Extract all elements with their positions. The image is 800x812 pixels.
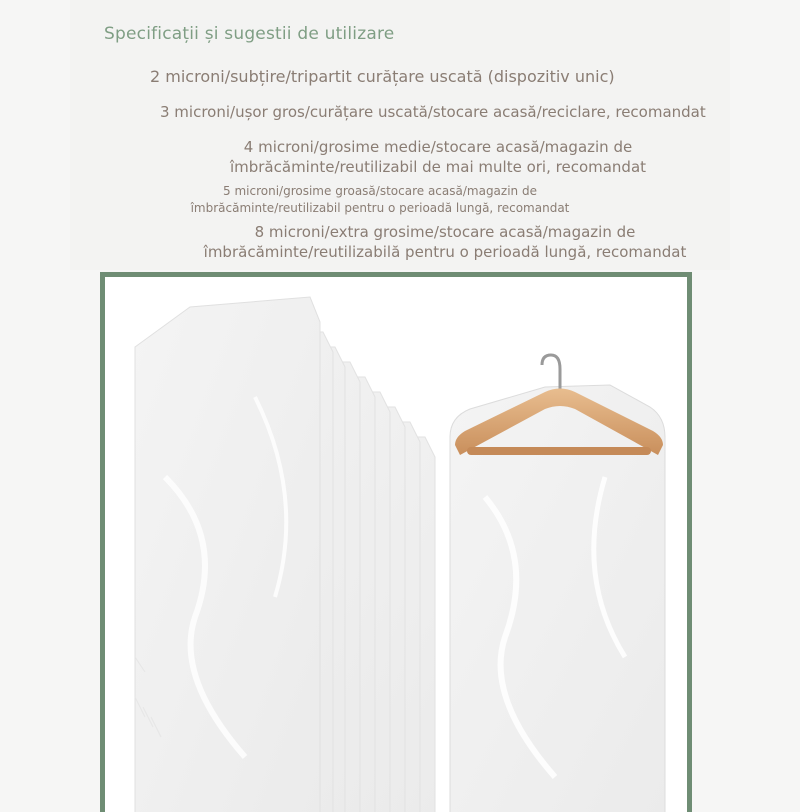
spec-8-micron: 8 microni/extra grosime/stocare acasă/magazin de îmbrăcăminte/reutilizabilă pentru o perioadă lungă, recomandat [203, 223, 687, 261]
spec-4-micron: 4 microni/grosime medie/stocare acasă/magazin de îmbrăcăminte/reutilizabil de mai multe ori, recomandat [229, 138, 647, 176]
garment-bags-illustration [105, 277, 692, 812]
product-photo-frame [100, 272, 692, 812]
stacked-bags [135, 297, 435, 812]
section-title: Specificații și sugestii de utilizare [104, 24, 395, 44]
spec-5-micron: 5 microni/grosime groasă/stocare acasă/magazin de îmbrăcăminte/reutilizabil pentru o perioadă lungă, recomandat [190, 184, 570, 215]
spec-2-micron: 2 microni/subțire/tripartit curățare uscată (dispozitiv unic) [150, 67, 615, 86]
spec-3-micron: 3 microni/ușor gros/curățare uscată/stocare acasă/reciclare, recomandat [160, 103, 706, 121]
